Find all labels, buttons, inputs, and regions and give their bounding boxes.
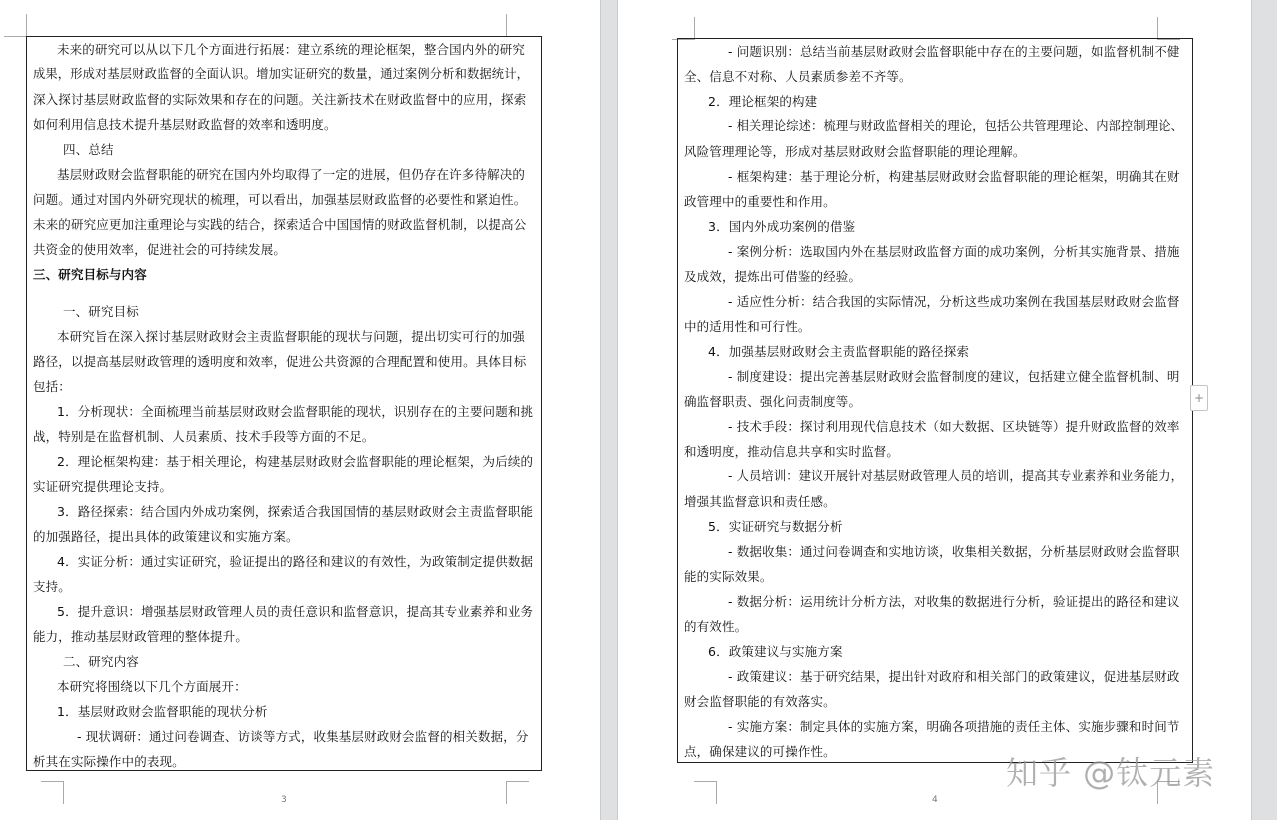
text-line: - 数据收集：通过问卷调查和实地访谈，收集相关数据，分析基层财政财会监督职	[728, 544, 1180, 559]
text-line: 的加强路径，提出具体的政策建议和实施方案。	[33, 529, 299, 544]
text-line: - 现状调研：通过问卷调查、访谈等方式，收集基层财政财会监督的相关数据，分	[77, 729, 529, 744]
text-line: 政管理中的重要性和作用。	[684, 194, 836, 209]
add-button[interactable]: +	[1190, 385, 1208, 411]
text-line: - 政策建议：基于研究结果，提出针对政府和相关部门的政策建议，促进基层财政	[728, 669, 1180, 684]
text-line: 四、总结	[63, 142, 114, 157]
page-corner-mark	[41, 781, 64, 804]
text-line: - 数据分析：运用统计分析方法，对收集的数据进行分析，验证提出的路径和建议	[728, 594, 1180, 609]
text-line: - 问题识别：总结当前基层财政财会监督职能中存在的主要问题，如监督机制不健	[728, 44, 1180, 59]
text-line: - 相关理论综述：梳理与财政监督相关的理论，包括公共管理理论、内部控制理论、	[728, 119, 1184, 133]
page-corner-mark	[506, 781, 529, 804]
text-line: 2．理论框架构建：基于相关理论，构建基层财政财会监督职能的理论框架，为后续的	[57, 454, 534, 469]
text-line: 本研究将围绕以下几个方面展开：	[57, 679, 247, 694]
document-page-3	[0, 0, 601, 820]
text-line: 二、研究内容	[63, 654, 139, 669]
text-line: 3．国内外成功案例的借鉴	[708, 219, 856, 234]
text-line: 本研究旨在深入探讨基层财政财会主责监督职能的现状与问题，提出切实可行的加强	[57, 329, 526, 344]
text-line: - 适应性分析：结合我国的实际情况，分析这些成功案例在我国基层财政财会监督	[728, 294, 1180, 309]
text-line: 的有效性。	[684, 619, 748, 634]
text-line: - 框架构建：基于理论分析，构建基层财政财会监督职能的理论框架，明确其在财	[728, 169, 1180, 184]
text-line: 包括：	[33, 379, 71, 394]
text-line: 和透明度，推动信息共享和实时监督。	[684, 444, 900, 459]
page-number: 4	[932, 795, 938, 805]
text-frame[interactable]	[26, 36, 542, 771]
text-line: - 人员培训：建议开展针对基层财政管理人员的培训，提高其专业素养和业务能力，	[728, 469, 1184, 483]
text-line: 财会监督职能的有效落实。	[684, 694, 836, 709]
blank-line	[33, 287, 536, 299]
text-line: 及成效，提炼出可借鉴的经验。	[684, 269, 862, 284]
text-line: 能力，推动基层财政管理的整体提升。	[33, 629, 249, 644]
text-line: 6．政策建议与实施方案	[708, 644, 843, 659]
text-frame[interactable]	[677, 38, 1193, 763]
text-line: 战，特别是在监督机制、人员素质、技术手段等方面的不足。	[33, 429, 375, 444]
text-line: 中的适用性和可行性。	[684, 319, 811, 334]
text-line: 5．提升意识：增强基层财政管理人员的责任意识和监督意识，提高其专业素养和业务	[57, 604, 534, 619]
text-line: 2．理论框架的构建	[708, 94, 818, 109]
text-line: 点，确保建议的可操作性。	[684, 744, 836, 759]
section-heading: 三、研究目标与内容	[33, 267, 147, 282]
text-line: 支持。	[33, 579, 71, 594]
text-line: 4．加强基层财政财会主责监督职能的路径探索	[708, 344, 970, 359]
text-line: 1．分析现状：全面梳理当前基层财政财会监督职能的现状，识别存在的主要问题和挑	[57, 404, 534, 419]
text-line: 成果，形成对基层财政监督的全面认识。增加实证研究的数量，通过案例分析和数据统计，	[33, 67, 529, 81]
page-corner-mark	[1157, 17, 1180, 40]
page-corner-mark	[694, 781, 717, 804]
text-line: - 制度建设：提出完善基层财政财会监督制度的建议，包括建立健全监督机制、明	[728, 369, 1180, 384]
text-line: 问题。通过对国内外研究现状的梳理，可以看出，加强基层财政监督的必要性和紧迫性。	[33, 192, 527, 207]
text-line: 5．实证研究与数据分析	[708, 519, 843, 534]
text-line: 深入探讨基层财政监督的实际效果和存在的问题。关注新技术在财政监督中的应用，探索	[33, 92, 527, 107]
text-line: - 实施方案：制定具体的实施方案，明确各项措施的责任主体、实施步骤和时间节	[728, 719, 1180, 734]
text-line: - 技术手段：探讨利用现代信息技术（如大数据、区块链等）提升财政监督的效率	[728, 419, 1180, 434]
text-line: 增强其监督意识和责任感。	[684, 494, 836, 509]
text-line: 基层财政财会监督职能的研究在国内外均取得了一定的进展，但仍存在许多待解决的	[57, 167, 526, 182]
text-line: 1．基层财政财会监督职能的现状分析	[57, 704, 268, 719]
text-line: 一、研究目标	[63, 304, 139, 319]
text-line: 4．实证分析：通过实证研究，验证提出的路径和建议的有效性，为政策制定提供数据	[57, 554, 534, 569]
text-line: 3．路径探索：结合国内外成功案例，探索适合我国国情的基层财政财会主责监督职能	[57, 504, 534, 519]
text-line: 如何利用信息技术提升基层财政监督的效率和透明度。	[33, 117, 337, 132]
text-line: 析其在实际操作中的表现。	[33, 754, 185, 769]
page-number: 3	[281, 795, 287, 805]
page-corner-mark	[506, 14, 529, 37]
text-line: 未来的研究可以从以下几个方面进行拓展：建立系统的理论框架，整合国内外的研究	[57, 42, 526, 57]
watermark: 知乎 @钛元素	[1006, 754, 1216, 792]
page-corner-mark	[672, 17, 695, 40]
text-line: - 案例分析：选取国内外在基层财政监督方面的成功案例，分析其实施背景、措施	[728, 244, 1180, 259]
text-line: 未来的研究应更加注重理论与实践的结合，探索适合中国国情的财政监督机制，以提高公	[33, 217, 527, 232]
text-line: 确监督职责、强化问责制度等。	[684, 394, 862, 409]
page-corner-mark	[4, 14, 27, 37]
text-line: 共资金的使用效率，促进社会的可持续发展。	[33, 242, 287, 257]
text-line: 能的实际效果。	[684, 569, 773, 584]
text-line: 风险管理理论等，形成对基层财政财会监督职能的理论理解。	[684, 144, 1026, 159]
document-page-4	[617, 0, 1252, 820]
text-line: 全、信息不对称、人员素质参差不齐等。	[684, 69, 912, 84]
text-line: 路径，以提高基层财政管理的透明度和效率，促进公共资源的合理配置和使用。具体目标	[33, 354, 527, 369]
text-line: 实证研究提供理论支持。	[33, 479, 173, 494]
